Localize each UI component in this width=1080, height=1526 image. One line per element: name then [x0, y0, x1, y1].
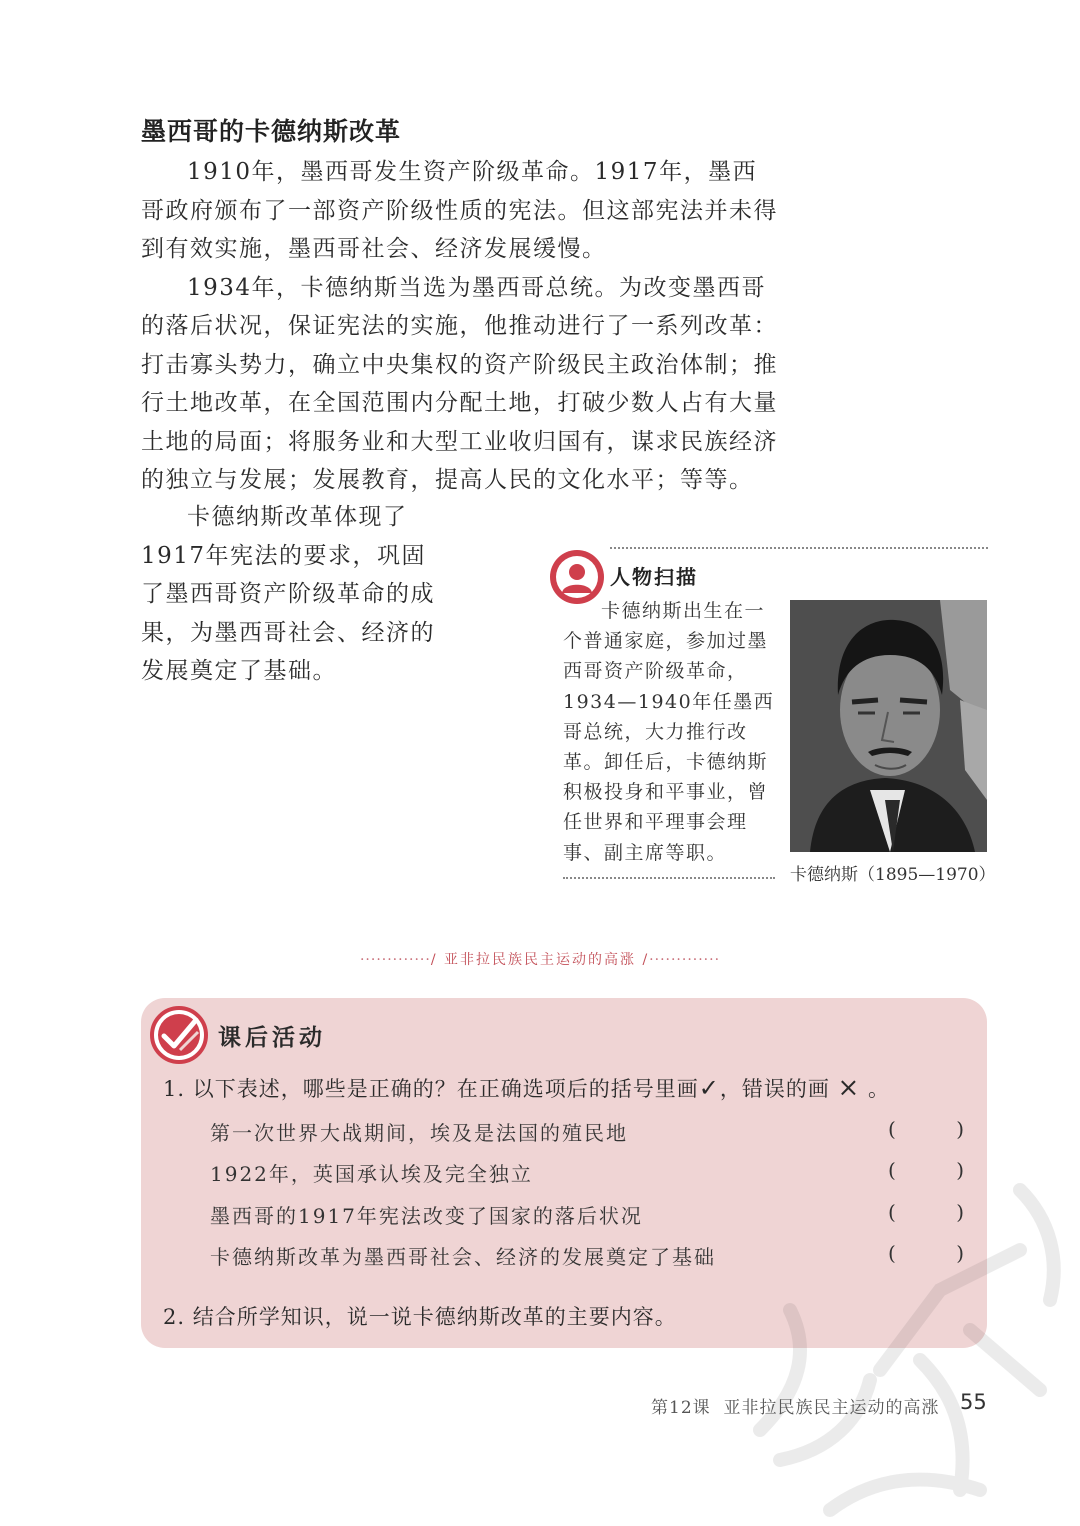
figure-text: 卡德纳斯出生在一个普通家庭，参加过墨西哥资产阶级革命，1934—1940年任墨西哥总统，大力推行改革。卸任后，卡德纳斯积极投身和平事业，曾任世界和平理事会理事、副主席等职。 — [563, 600, 775, 864]
option-3: 墨西哥的1917年宪法改变了国家的落后状况 — [210, 1204, 643, 1228]
paragraph-2: 1934年，卡德纳斯当选为墨西哥总统。为改变墨西哥的落后状况，保证宪法的实施，他推动进行了一系列改革：打击寡头势力，确立中央集权的资产阶级民主政治体制；推行土地改革，在全国范围内分配土地，打破少数人占有大量土地的局面；将服务业和大型工业收归国有，谋求民族经济的独立与发展；发展教育，提高人民的文化水平；等等。 — [141, 274, 778, 493]
question-1 — [163, 1073, 890, 1103]
paren-close: ) — [956, 1158, 964, 1182]
figure-top-divider — [610, 547, 988, 549]
paren-open: ( — [888, 1200, 896, 1224]
cross-mark-icon: × — [837, 1073, 861, 1103]
divider-label: / 亚非拉民族民主运动的高涨 / — [430, 952, 650, 968]
option-4: 卡德纳斯改革为墨西哥社会、经济的发展奠定了基础 — [210, 1245, 716, 1269]
question-1-number: 1. — [163, 1077, 186, 1101]
pencil-check-icon — [150, 1006, 208, 1064]
watermark — [720, 1130, 1080, 1526]
paren-close: ) — [956, 1241, 964, 1265]
option-2: 1922年，英国承认埃及完全独立 — [210, 1162, 533, 1186]
paren-open: ( — [888, 1158, 896, 1182]
divider-dots-right: ············· — [649, 952, 721, 968]
paragraph-1: 1910年，墨西哥发生资产阶级革命。1917年，墨西哥政府颁布了一部资产阶级性质的宪法。但这部宪法并未得到有效实施，墨西哥社会、经济发展缓慢。 — [141, 159, 778, 262]
paren-open: ( — [888, 1241, 896, 1265]
paragraph-3: 卡德纳斯改革体现了1917年宪法的要求，巩固了墨西哥资产阶级革命的成果，为墨西哥社会、经济的发展奠定了基础。 — [141, 504, 435, 684]
page-number: 55 — [960, 1390, 987, 1414]
section-title: 墨西哥的卡德纳斯改革 — [141, 117, 402, 146]
question-2 — [163, 1301, 677, 1331]
check-mark-icon: ✓ — [698, 1074, 720, 1102]
question-1-text-middle: ，错误的画 — [719, 1077, 830, 1101]
portrait-photo — [790, 600, 987, 852]
main-text — [141, 153, 781, 500]
portrait-caption: 卡德纳斯（1895—1970） — [790, 865, 996, 885]
figure-heading: 人物扫描 — [610, 565, 698, 589]
chapter-divider — [0, 949, 1080, 969]
paren-close: ) — [956, 1117, 964, 1141]
divider-dots-left: ············· — [359, 952, 431, 968]
paren-close: ) — [956, 1200, 964, 1224]
activity-title: 课后活动 — [218, 1025, 326, 1051]
paragraph-3-container — [141, 498, 441, 691]
question-1-text-end: 。 — [868, 1077, 891, 1101]
question-1-text: 以下表述，哪些是正确的？在正确选项后的括号里画 — [192, 1077, 699, 1101]
question-2-number: 2. — [163, 1305, 186, 1329]
paren-open: ( — [888, 1117, 896, 1141]
option-1: 第一次世界大战期间，埃及是法国的殖民地 — [210, 1121, 628, 1145]
question-2-text: 结合所学知识，说一说卡德纳斯改革的主要内容。 — [192, 1305, 677, 1329]
footer-lesson-title: 第12课 亚非拉民族民主运动的高涨 — [651, 1398, 940, 1418]
figure-bottom-divider — [563, 877, 775, 879]
